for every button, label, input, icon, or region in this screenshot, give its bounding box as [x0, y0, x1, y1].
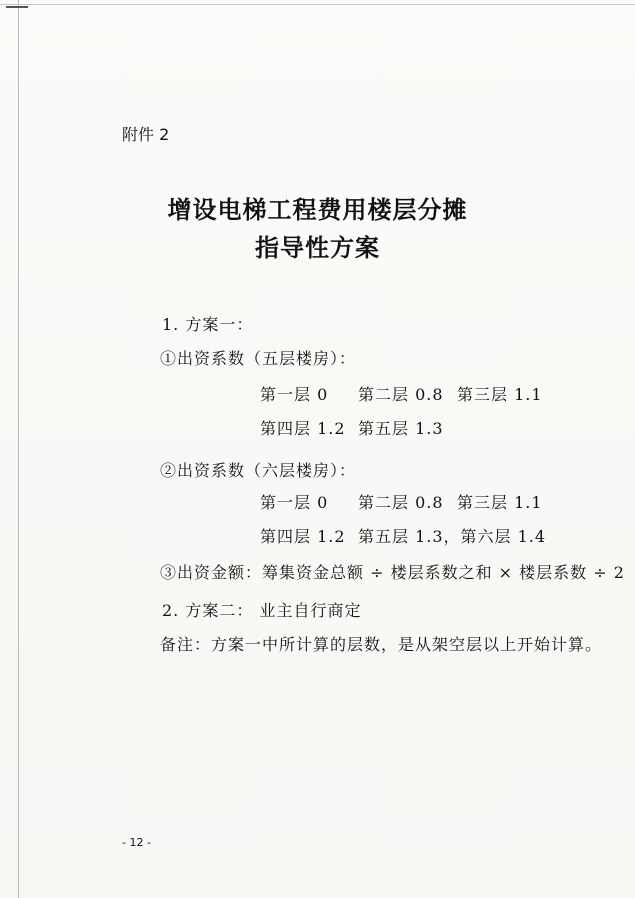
sub2-heading: ②出资系数（六层楼房）： — [160, 461, 357, 480]
sub1-heading: ①出资系数（五层楼房）： — [160, 349, 357, 368]
coef-item: 第一层 0 — [260, 493, 329, 512]
coef-item: 第一层 0 — [260, 385, 329, 404]
corner-mark — [6, 6, 28, 8]
coef-item: 第五层 1.3，第六层 1.4 — [358, 527, 547, 546]
coef-item: 第四层 1.2 — [260, 527, 346, 546]
document-title-line1: 增设电梯工程费用楼层分摊 — [167, 195, 468, 224]
coef-item: 第五层 1.3 — [358, 419, 444, 438]
page-top-edge — [0, 4, 635, 5]
coef-item: 第二层 0.8 — [358, 493, 444, 512]
document-title-line2: 指导性方案 — [255, 233, 380, 262]
coef-item: 第四层 1.2 — [260, 419, 346, 438]
coef-item: 第三层 1.1 — [457, 493, 543, 512]
sub3-formula: ③出资金额：筹集资金总额 ÷ 楼层系数之和 × 楼层系数 ÷ 2 — [160, 563, 625, 582]
section1-heading: 1. 方案一： — [162, 315, 254, 334]
page-left-edge — [18, 0, 19, 898]
attachment-label: 附件 2 — [122, 125, 170, 144]
page-number: - 12 - — [122, 836, 151, 849]
coef-item: 第三层 1.1 — [457, 385, 543, 404]
section2-line: 2. 方案二： 业主自行商定 — [162, 601, 362, 620]
coef-item: 第二层 0.8 — [358, 385, 444, 404]
note-line: 备注：方案一中所计算的层数，是从架空层以上开始计算。 — [160, 635, 603, 654]
